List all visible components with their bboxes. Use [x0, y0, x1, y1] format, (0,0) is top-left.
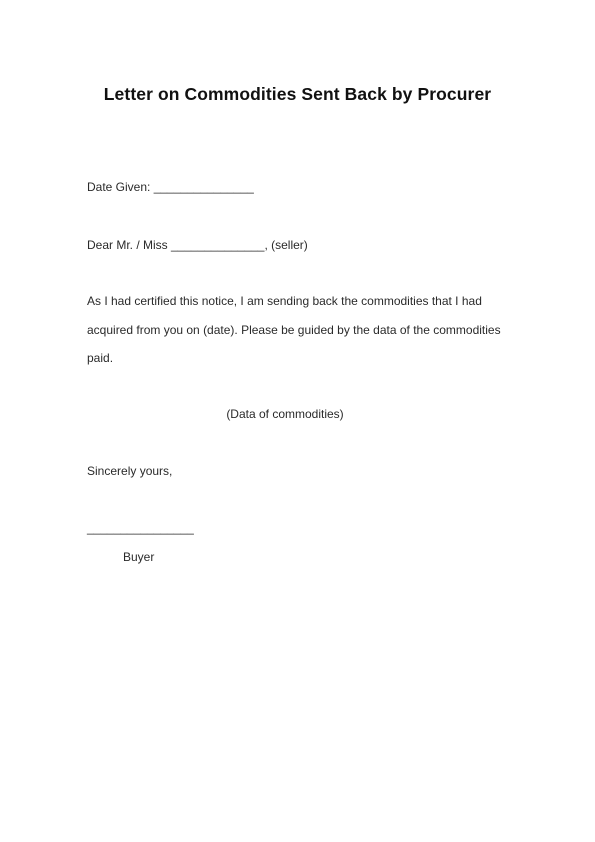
closing-line: Sincerely yours, — [87, 464, 173, 478]
date-given-line: Date Given: _______________ — [87, 180, 254, 194]
signature-line: ________________ — [87, 521, 194, 535]
body-paragraph-line-2: acquired from you on (date). Please be guided by the data of the commodities — [87, 323, 501, 337]
signer-label: Buyer — [123, 550, 155, 564]
body-paragraph-line-1: As I had certified this notice, I am sending back the commodities that I had — [87, 294, 482, 308]
commodities-data-heading: (Data of commodities) — [226, 407, 344, 421]
body-paragraph-line-3: paid. — [87, 351, 114, 365]
salutation-line: Dear Mr. / Miss ______________, (seller) — [87, 238, 308, 252]
letter-title: Letter on Commodities Sent Back by Procurer — [103, 84, 492, 104]
